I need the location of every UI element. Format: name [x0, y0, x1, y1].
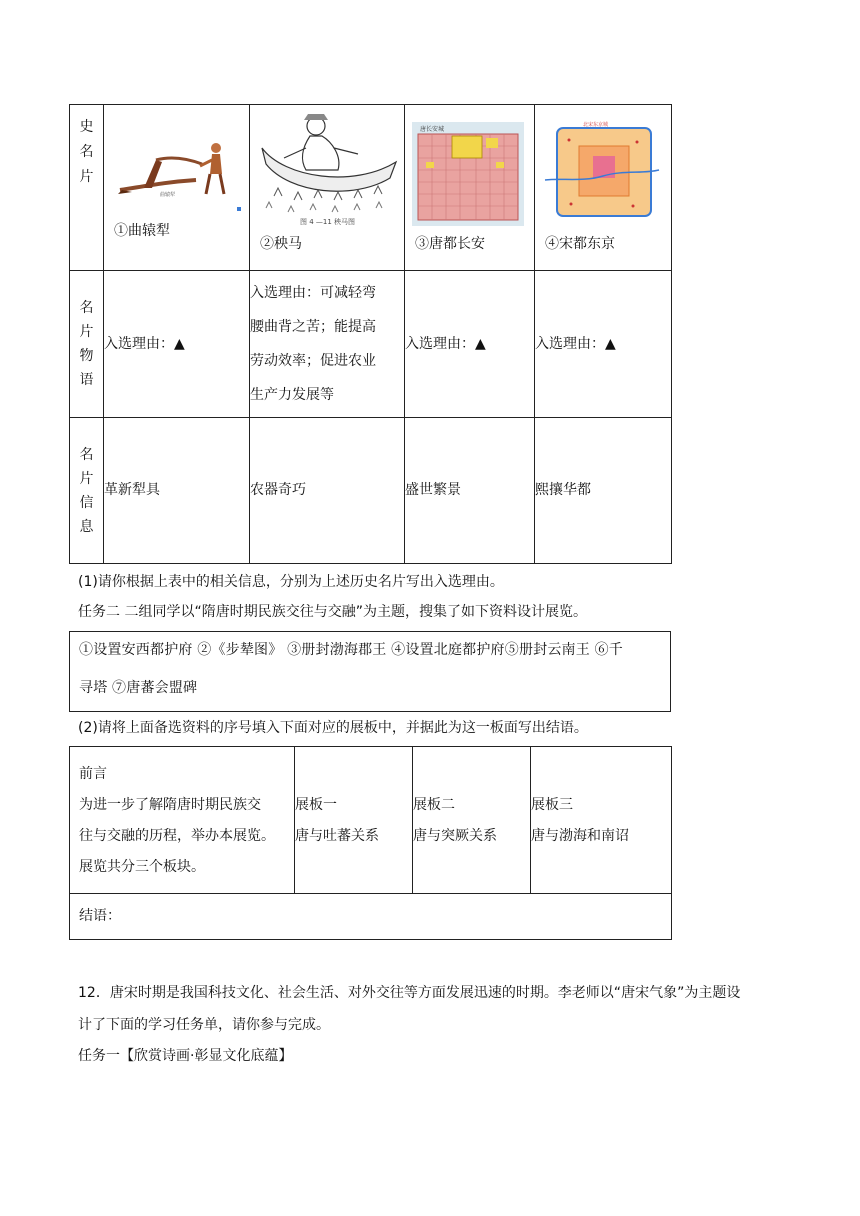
card-caption-changan: ③唐都长安 — [415, 235, 485, 252]
svg-text:图 4 —11 秧马图: 图 4 —11 秧马图 — [300, 217, 356, 226]
task-2-heading: 任务二 二组同学以“隋唐时期民族交往与交融”为主题，搜集了如下资料设计展览。 — [78, 604, 587, 620]
row-label-story: 名 片 物 语 — [70, 271, 104, 418]
changan-map-image — [412, 122, 524, 226]
info-cell-changan: 盛世繁景 — [405, 418, 535, 564]
exhibition-table — [69, 746, 672, 940]
yangma-image — [254, 108, 402, 226]
board-2-cell — [413, 747, 531, 894]
card-caption-dongjing: ④宋都东京 — [545, 235, 615, 252]
card-info-row — [70, 418, 672, 564]
svg-text:唐长安城: 唐长安城 — [420, 125, 445, 133]
small-blue-mark — [237, 207, 241, 211]
reason-cell-dongjing: 入选理由：▲ — [535, 271, 672, 418]
info-cell-dongjing: 熙攘华都 — [535, 418, 672, 564]
reason-cell-plough: 入选理由：▲ — [104, 271, 250, 418]
board-2-subtitle: 唐与突厥关系 — [413, 828, 497, 844]
info-cell-yangma: 农器奇巧 — [250, 418, 405, 564]
board-3-title: 展板三 — [531, 797, 573, 813]
question-12-line-1: 12．唐宋时期是我国科技文化、社会生活、对外交往等方面发展迅速的时期。李老师以“唐宋气象”为主题设 — [78, 985, 741, 1001]
dongjing-map-image — [543, 120, 661, 224]
preface-line: 往与交融的历程，举办本展览。 — [79, 828, 275, 844]
card-cell-yangma — [250, 105, 405, 271]
card-reason-row — [70, 271, 672, 418]
question-12-line-2: 计了下面的学习任务单，请你参与完成。 — [78, 1017, 330, 1033]
preface-cell — [70, 747, 295, 894]
reason-cell-yangma: 入选理由：可减轻弯 腰曲背之苦；能提高 劳动效率；促进农业 生产力发展等 — [250, 271, 405, 418]
svg-text:曲辕犁: 曲辕犁 — [160, 191, 176, 198]
board-1-title: 展板一 — [295, 797, 337, 813]
question-2: (2)请将上面备选资料的序号填入下面对应的展板中，并据此为这一板面写出结语。 — [78, 720, 588, 736]
board-3-cell — [531, 747, 672, 894]
svg-text:北宋东京城: 北宋东京城 — [583, 121, 609, 128]
conclusion-row — [70, 894, 672, 940]
curved-plough-image — [116, 138, 234, 198]
board-3-subtitle: 唐与渤海和南诏 — [531, 828, 629, 844]
board-2-title: 展板二 — [413, 797, 455, 813]
reason-cell-changan: 入选理由：▲ — [405, 271, 535, 418]
materials-line-2: 寻塔 ⑦唐蕃会盟碑 — [79, 680, 198, 696]
history-cards-table — [69, 104, 672, 564]
card-cell-plough — [104, 105, 250, 271]
row-label-info: 名 片 信 息 — [70, 418, 104, 564]
card-caption-plough: ①曲辕犁 — [114, 222, 170, 239]
preface-line: 展览共分三个板块。 — [79, 859, 205, 875]
card-cell-dongjing — [535, 105, 672, 271]
card-image-row — [70, 105, 672, 271]
question-1: (1)请你根据上表中的相关信息，分别为上述历史名片写出入选理由。 — [78, 574, 504, 590]
board-1-subtitle: 唐与吐蕃关系 — [295, 828, 379, 844]
card-cell-changan — [405, 105, 535, 271]
preface-title: 前言 — [79, 766, 107, 782]
card-caption-yangma: ②秧马 — [260, 235, 302, 252]
preface-line: 为进一步了解隋唐时期民族交 — [79, 797, 261, 813]
board-1-cell — [295, 747, 413, 894]
exhibition-row — [70, 747, 672, 894]
task-1-heading: 任务一【欣赏诗画·彰显文化底蕴】 — [78, 1048, 293, 1064]
row-label-card: 史 名 片 — [70, 105, 104, 271]
conclusion-cell: 结语： — [70, 894, 672, 940]
materials-line-1: ①设置安西都护府 ②《步辇图》 ③册封渤海郡王 ④设置北庭都护府⑤册封云南王 ⑥千 — [79, 642, 623, 658]
info-cell-plough: 革新犁具 — [104, 418, 250, 564]
materials-box — [69, 631, 671, 712]
